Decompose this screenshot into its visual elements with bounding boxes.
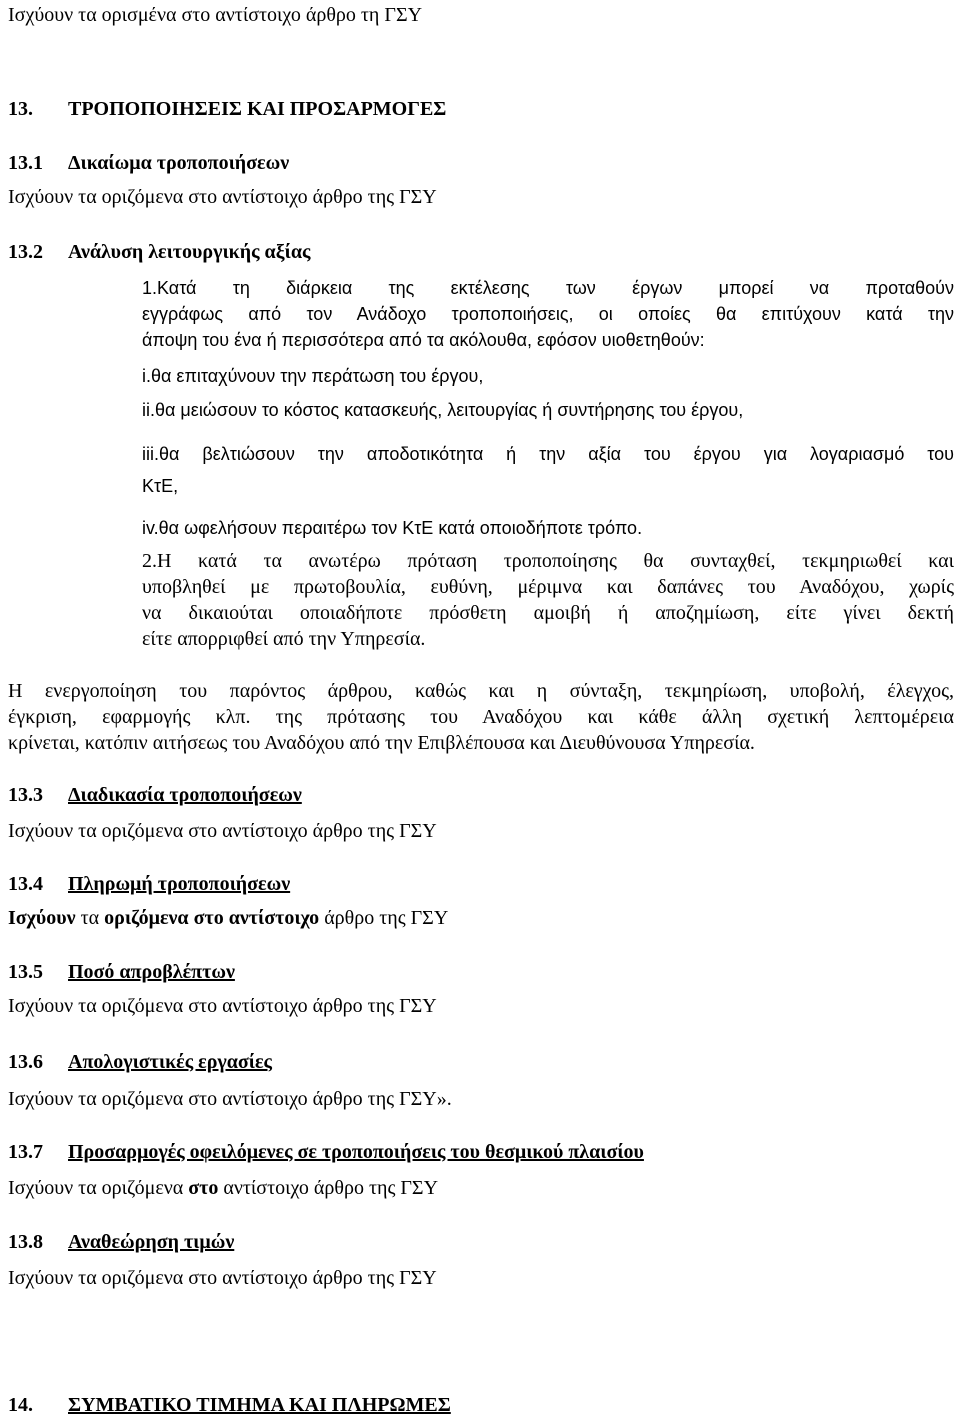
section-13-3-heading — [8, 783, 302, 807]
section-13-4-body — [8, 906, 448, 930]
para-3-line-3: κρίνεται, κατόπιν αιτήσεως του Αναδόχου από την Επιβλέπουσα και Διευθύνουσα Υπηρεσία. — [8, 732, 755, 754]
item-iii-line-1: iii.θα βελτιώσουν την αποδοτικότητα ή την αξία του έργου για λογαριασμό του — [142, 444, 954, 464]
top-note: Ισχύουν τα ορισμένα στο αντίστοιχο άρθρο τη ΓΣΥ — [8, 4, 423, 26]
body-part-8: άρθρο της ΓΣΥ — [319, 907, 449, 929]
body-part-1: Ισχύουν τα οριζόμενα — [8, 1177, 189, 1199]
para-1-line-3: άποψη του ένα ή περισσότερα από τα ακόλουθα, εφόσον υιοθετηθούν: — [142, 330, 705, 350]
section-13-number: 13. — [8, 98, 33, 120]
item-i: i.θα επιταχύνουν την περάτωση του έργου, — [142, 366, 484, 386]
section-13-6-title: Απολογιστικές εργασίες — [68, 1051, 272, 1073]
section-13-5-heading — [8, 960, 235, 984]
para-2-line-3: να δικαιούται οποιαδήποτε πρόσθετη αμοιβή ή αποζημίωση, είτε γίνει δεκτή — [142, 602, 954, 624]
section-13-8-number: 13.8 — [8, 1231, 43, 1253]
section-13-heading — [8, 97, 446, 121]
section-13-7-body — [8, 1176, 438, 1200]
section-13-5-title: Ποσό απροβλέπτων — [68, 961, 235, 983]
body-part-bold-5: στο — [193, 907, 224, 929]
section-13-5-body: Ισχύουν τα οριζόμενα στο αντίστοιχο άρθρο της ΓΣΥ — [8, 995, 437, 1017]
item-ii: ii.θα μειώσουν το κόστος κατασκευής, λειτουργίας ή συντήρησης του έργου, — [142, 400, 744, 420]
section-13-7-heading — [8, 1140, 644, 1164]
item-iii-line-2: ΚτΕ, — [142, 476, 179, 496]
item-iv: iv.θα ωφελήσουν περαιτέρω τον ΚτΕ κατά οποιοδήποτε τρόπο. — [142, 518, 643, 538]
para-1-line-2: εγγράφως από τον Ανάδοχο τροποποιήσεις, οι οποίες θα επιτύχουν κατά την — [142, 304, 954, 324]
section-13-6-body: Ισχύουν τα οριζόμενα στο αντίστοιχο άρθρο της ΓΣΥ». — [8, 1088, 452, 1110]
section-13-4-heading — [8, 872, 290, 896]
para-1-line-1: 1.Κατά τη διάρκεια της εκτέλεσης των έργων μπορεί να προταθούν — [142, 278, 954, 298]
para-2-line-2: υποβληθεί με πρωτοβουλία, ευθύνη, μέριμνα και δαπάνες του Αναδόχου, χωρίς — [142, 576, 954, 598]
section-13-8-heading — [8, 1230, 234, 1254]
para-3-line-1: Η ενεργοποίηση του παρόντος άρθρου, καθώς και η σύνταξη, τεκμηρίωση, υποβολή, έλεγχος, — [8, 680, 954, 702]
section-14-title: ΣΥΜΒΑΤΙΚΟ ΤΙΜΗΜΑ ΚΑΙ ΠΛΗΡΩΜΕΣ — [68, 1394, 451, 1416]
body-part-bold-3: οριζόμενα — [104, 907, 189, 929]
section-13-5-number: 13.5 — [8, 961, 43, 983]
section-13-3-body: Ισχύουν τα οριζόμενα στο αντίστοιχο άρθρο της ΓΣΥ — [8, 820, 437, 842]
body-part-3: αντίστοιχο άρθρο της ΓΣΥ — [218, 1177, 439, 1199]
section-13-1-title: Δικαίωμα τροποποιήσεων — [68, 152, 290, 174]
section-13-7-title: Προσαρμογές οφειλόμενες σε τροποποιήσεις του θεσμικού πλαισίου — [68, 1141, 644, 1163]
section-13-6-heading — [8, 1050, 272, 1074]
para-2-line-4: είτε απορριφθεί από την Υπηρεσία. — [142, 628, 426, 650]
section-13-2-number: 13.2 — [8, 241, 43, 263]
section-13-4-number: 13.4 — [8, 873, 43, 895]
section-14-heading — [8, 1393, 451, 1417]
body-part-bold-2: στο — [188, 1177, 219, 1199]
body-part-bold-1: Ισχύουν — [8, 907, 76, 929]
section-13-2-heading — [8, 240, 310, 264]
section-13-6-number: 13.6 — [8, 1051, 43, 1073]
para-2-line-1: 2.Η κατά τα ανωτέρω πρόταση τροποποίησης θα συνταχθεί, τεκμηριωθεί και — [142, 550, 954, 572]
section-13-title: ΤΡΟΠΟΠΟΙΗΣΕΙΣ ΚΑΙ ΠΡΟΣΑΡΜΟΓΕΣ — [68, 98, 447, 120]
section-14-number: 14. — [8, 1394, 33, 1416]
body-part-bold-7: αντίστοιχο — [228, 907, 320, 929]
section-13-7-number: 13.7 — [8, 1141, 43, 1163]
section-13-1-heading — [8, 151, 289, 175]
section-13-2-title: Ανάλυση λειτουργικής αξίας — [68, 241, 311, 263]
section-13-1-body: Ισχύουν τα οριζόμενα στο αντίστοιχο άρθρο της ΓΣΥ — [8, 186, 437, 208]
section-13-4-title: Πληρωμή τροποποιήσεων — [68, 873, 291, 895]
section-13-3-title: Διαδικασία τροποποιήσεων — [68, 784, 302, 806]
section-13-8-body: Ισχύουν τα οριζόμενα στο αντίστοιχο άρθρο της ΓΣΥ — [8, 1267, 437, 1289]
section-13-1-number: 13.1 — [8, 152, 43, 174]
section-13-8-title: Αναθεώρηση τιμών — [68, 1231, 235, 1253]
para-3-line-2: έγκριση, εφαρμογής κλπ. της πρότασης του Αναδόχου και κάθε άλλη σχετική λεπτομέρεια — [8, 706, 954, 728]
body-part-2: τα — [75, 907, 105, 929]
section-13-3-number: 13.3 — [8, 784, 43, 806]
